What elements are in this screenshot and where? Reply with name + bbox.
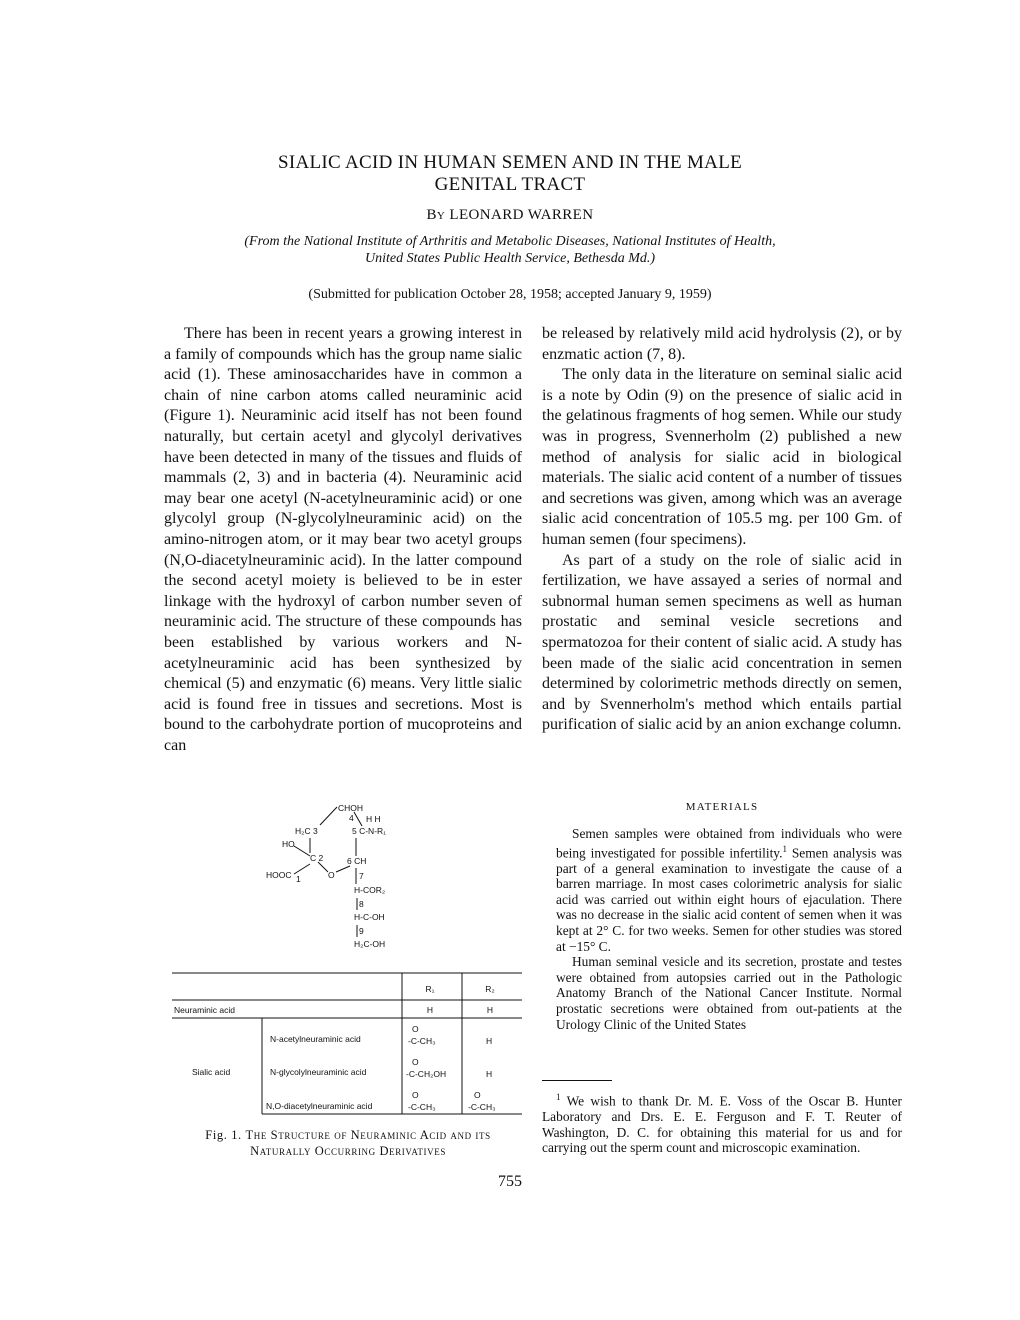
label-h2coh: H₂C-OH [354, 939, 386, 949]
derivatives-table [172, 972, 522, 1120]
label-c1: 1 [296, 874, 301, 884]
materials-heading: MATERIALS [685, 801, 759, 813]
label-c5: 5 C-N-R₁ [352, 826, 387, 836]
affiliation [0, 233, 1020, 267]
footnote-text: We wish to thank Dr. M. E. Voss of the Oscar B. Hunter Laboratory and Drs. E. E. Ferguson and F. T. Reuter of Washington, D. C. for obtaining this material for us and for carrying out the sperm count and microscopic examination. [542, 1093, 902, 1156]
row-3-r2-top: O [474, 1090, 481, 1100]
materials-p1-part2: Semen analysis was part of a general examination to investigate the cause of a barren marriage. In most cases colorimetric analysis for sialic acid was carried out within eight hours of ejaculation. There was no decrease in the sialic acid content of semen when it was kept at 2° C. for two weeks. Semen for other studies was stored at −15° C. [556, 845, 902, 954]
title-line-2: GENITAL TRACT [434, 174, 586, 195]
intro-paragraph: There has been in recent years a growing interest in a family of compounds which has the group name sialic acid (1). These aminosaccharides have in common a chain of nine carbon atoms called neuraminic acid (Figure 1). Neuraminic acid itself has not been found naturally, but certain acetyl and glycolyl derivatives have been detected in many of the tissues and fluids of mammals (2, 3) and in bacteria (4). Neuraminic acid may bear one acetyl (N-acetylneuraminic acid) or one glycolyl group (N-glycolylneuraminic acid) on the amino-nitrogen atom, or it may bear two acetyl groups (N,O-diacetylneuraminic acid). In the latter compound the second acetyl moiety is believed to be in ester linkage with the hydroxyl of carbon number seven of neuraminic acid. The structure of these compounds has been established by various workers and N-acetylneuraminic acid has been synthesized by chemical (5) and enzymatic (6) means. Very little sialic acid is found free in tissues and secretions. Most is bound to the carbohydrate portion of mucoproteins and can [164, 325, 522, 754]
label-c7: 7 [359, 871, 364, 881]
col-header-r2: R₂ [485, 984, 495, 994]
label-hh: H H [366, 814, 381, 824]
row-3-r1: -C-CH₃ [408, 1102, 436, 1112]
label-c6: 6 CH [347, 856, 367, 866]
label-hooc: HOOC [266, 870, 292, 880]
row-neuraminic-r2: H [486, 1005, 494, 1015]
sialic-acid-label: Sialic acid [192, 1067, 231, 1077]
label-choh: CHOH [338, 803, 364, 813]
row-3-name: N,O-diacetylneuraminic acid [266, 1101, 373, 1111]
by-prefix: By [426, 207, 446, 223]
author-name: LEONARD WARREN [449, 207, 594, 223]
affiliation-line-2: United States Public Health Service, Bethesda Md.) [364, 251, 656, 266]
row-neuraminic-label: Neuraminic acid [174, 1005, 235, 1015]
materials-p1-part1: Semen samples were obtained from individuals who were being investigated for possible infertility. [556, 826, 902, 861]
caption-text-2: Naturally Occurring Derivatives [250, 1144, 446, 1158]
label-c8: 8 [359, 899, 364, 909]
row-3-r1-top: O [412, 1090, 419, 1100]
label-ho: HO [282, 839, 295, 849]
footnote-ref: 1 [782, 843, 787, 854]
author-byline [0, 207, 1020, 224]
right-paragraph-1: be released by relatively mild acid hydrolysis (2), or by enzmatic action (7, 8). [542, 325, 902, 363]
right-column [542, 324, 902, 736]
footnote-rule [542, 1080, 612, 1081]
figure-caption [164, 1127, 532, 1159]
row-1-name: N-acetylneuraminic acid [270, 1034, 361, 1044]
right-paragraph-2: The only data in the literature on seminal sialic acid is a note by Odin (9) on the presence of sialic acid in the gelatinous fragments of hog semen. While our study was in progress, Svennerholm (2) published a new method of analysis for sialic acid in biological materials. The sialic acid content of a number of tissues and secretions was given, among which was an average sialic acid concentration of 105.5 mg. per 100 Gm. of human semen (four specimens). [542, 366, 902, 548]
footnote [542, 1090, 902, 1156]
row-3-r2: -C-CH₃ [468, 1102, 496, 1112]
row-2-r1-top: O [412, 1057, 419, 1067]
row-1-r1: -C-CH₃ [408, 1036, 436, 1046]
footnote-mark: 1 [556, 1092, 561, 1102]
caption-prefix: Fig. 1. [205, 1128, 242, 1142]
caption-line-1 [164, 1127, 532, 1143]
label-hcor2: H-COR₂ [354, 885, 386, 895]
row-2-r2: H [486, 1069, 493, 1079]
neuraminic-acid-structure [254, 796, 414, 966]
label-o: O [328, 870, 335, 880]
affiliation-line-1: (From the National Institute of Arthritis and Metabolic Diseases, National Institutes of Health, [244, 234, 776, 249]
row-1-r2: H [486, 1036, 493, 1046]
row-neuraminic-r1: H [426, 1005, 434, 1015]
row-2-r1: -C-CH₂OH [406, 1069, 447, 1079]
article-title [0, 152, 1020, 196]
col-header-r1: R₁ [425, 984, 435, 994]
row-2-name: N-glycolylneuraminic acid [270, 1067, 367, 1077]
label-c9: 9 [359, 926, 364, 936]
left-column [164, 324, 522, 756]
label-c4: 4 [349, 813, 354, 823]
submission-dates: (Submitted for publication October 28, 1958; accepted January 9, 1959) [308, 287, 712, 302]
row-1-r1-top: O [412, 1024, 419, 1034]
label-h2c3: H₂C 3 [295, 826, 318, 836]
materials-paragraph-2: Human seminal vesicle and its secretion, prostate and testes were obtained from autopsies carried out in the Pathologic Anatomy Branch of the National Cancer Institute. Normal prostatic secretions were obtained from out-patients at the Urology Clinic of the United States [556, 954, 902, 1032]
materials-paragraph-1 [556, 826, 902, 954]
page-number: 755 [498, 1173, 522, 1190]
title-line-1: SIALIC ACID IN HUMAN SEMEN AND IN THE MALE [277, 152, 743, 173]
materials-section [556, 826, 902, 1032]
caption-text-1: The Structure of Neuraminic Acid and its [245, 1128, 491, 1142]
label-hcoh: H-C-OH [354, 912, 385, 922]
label-c2: C 2 [310, 853, 324, 863]
right-paragraph-3: As part of a study on the role of sialic acid in fertilization, we have assayed a series of normal and subnormal human semen specimens as well as human prostatic and seminal vesicle secretions and spermatozoa for their content of sialic acid. A study has been made of the sialic acid concentration in semen determined by colorimetric methods directly on semen, and by Svennerholm's method which entails partial purification of sialic acid by an anion exchange column. [542, 551, 902, 734]
